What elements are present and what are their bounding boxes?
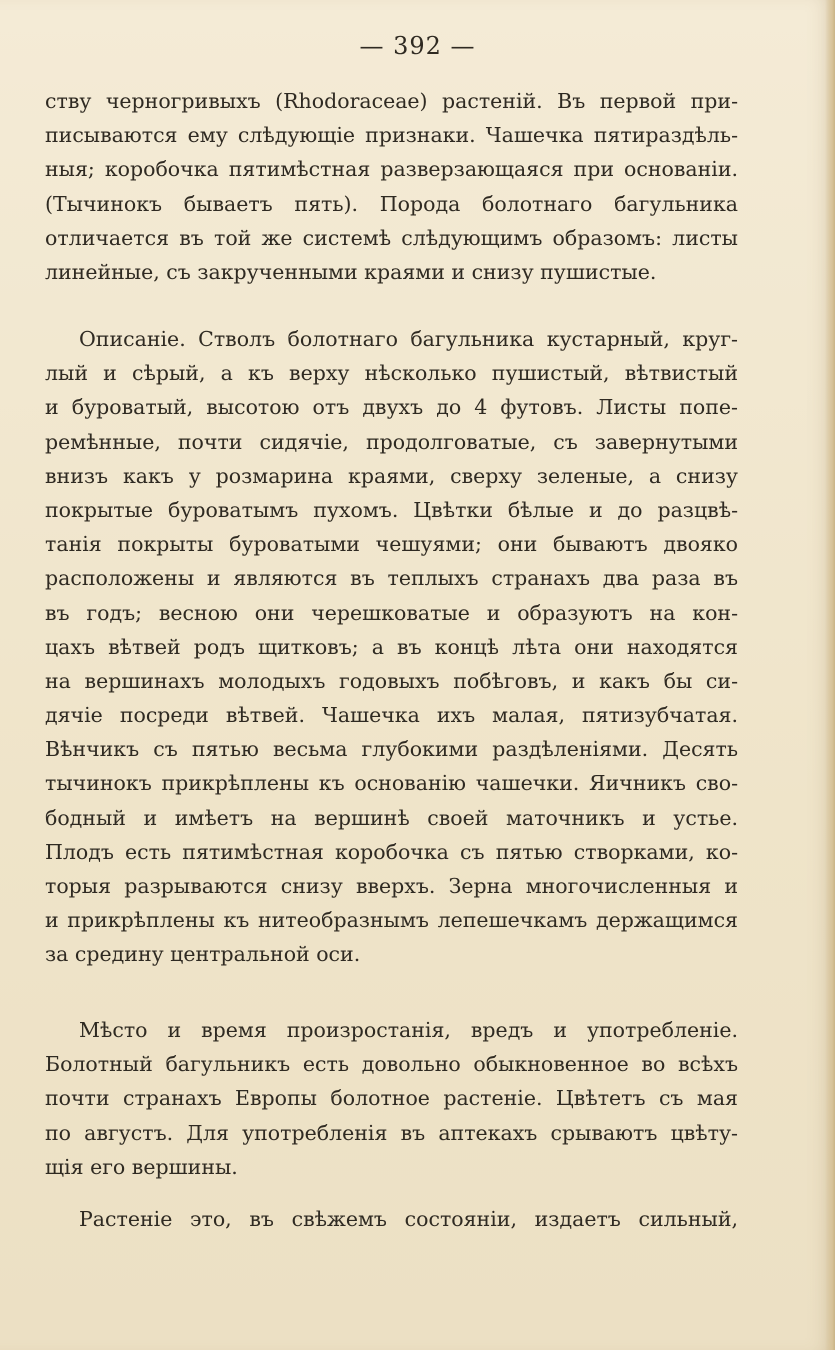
text-line: Болотный багульникъ есть довольно обыкновенное во всѣхъ: [45, 1052, 738, 1077]
text-line: ству черногривыхъ (Rhodoraceae) растеній. Въ первой при-: [45, 89, 738, 113]
text-line: ремѣнные, почти сидячіе, продолговатые, съ завернутыми: [45, 429, 738, 454]
page-edge-shadow: [825, 0, 835, 1350]
text-line: лый и сѣрый, а къ верху нѣсколько пушистый, вѣтвистый: [45, 361, 738, 386]
text-line: писываются ему слѣдующіе признаки. Чашечка пятираздѣль-: [45, 123, 738, 148]
text-line: внизъ какъ у розмарина краями, сверху зеленые, а снизу: [45, 463, 738, 488]
text-line: покрытые буроватымъ пухомъ. Цвѣтки бѣлые и до разцвѣ-: [45, 497, 738, 522]
paragraph-4: [45, 1202, 738, 1236]
text-line: линейные, съ закрученными краями и снизу пушистые.: [45, 259, 657, 284]
text-line: отличается въ той же системѣ слѣдующимъ образомъ: листы: [45, 225, 738, 250]
text-line: цахъ вѣтвей родъ щитковъ; а въ концѣ лѣта они находятся: [45, 634, 738, 659]
page-number: — 392 —: [359, 32, 476, 60]
text-line: за средину центральной оси.: [45, 942, 361, 967]
paragraph-3: [45, 1013, 738, 1184]
text-line: Мѣсто и время произростанія, вредъ и употребленіе.: [79, 1018, 738, 1042]
text-line: (Тычинокъ бываетъ пять). Порода болотнаго багульника: [45, 191, 738, 216]
text-line: ныя; коробочка пятимѣстная разверзающаяся при основаніи.: [45, 157, 738, 182]
text-line: танія покрыты буроватыми чешуями; они бываютъ двояко: [45, 532, 738, 557]
paragraph-1: [45, 84, 738, 289]
paragraph-2: [45, 322, 738, 972]
text-line: на вершинахъ молодыхъ годовыхъ побѣговъ, и какъ бы си-: [45, 668, 738, 693]
text-line: Плодъ есть пятимѣстная коробочка съ пятью створками, ко-: [45, 839, 738, 864]
text-line: Растеніе это, въ свѣжемъ состояніи, издаетъ сильный,: [79, 1207, 738, 1231]
text-line: бодный и имѣетъ на вершинѣ своей маточникъ и устье.: [45, 805, 738, 830]
text-line: щія его вершины.: [45, 1154, 238, 1179]
text-line: расположены и являются въ теплыхъ странахъ два раза въ: [45, 566, 738, 591]
text-line: почти странахъ Европы болотное растеніе. Цвѣтетъ съ мая: [45, 1086, 738, 1111]
text-line: и прикрѣплены къ нитеобразнымъ лепешечкамъ держащимся: [45, 908, 738, 933]
text-line: тычинокъ прикрѣплены къ основанію чашечки. Яичникъ сво-: [45, 771, 738, 796]
text-line: Вѣнчикъ съ пятью весьма глубокими раздѣленіями. Десять: [45, 737, 738, 762]
text-line: торыя разрываются снизу вверхъ. Зерна многочисленныя и: [45, 874, 738, 898]
text-line: и буроватый, высотою отъ двухъ до 4 футовъ. Листы попе-: [45, 395, 738, 420]
text-line: дячіе посреди вѣтвей. Чашечка ихъ малая, пятизубчатая.: [45, 703, 738, 728]
text-line: въ годъ; весною они черешковатые и образуютъ на кон-: [45, 600, 738, 625]
text-line: по августъ. Для употребленія въ аптекахъ срываютъ цвѣту-: [45, 1120, 738, 1145]
text-line: Описаніе. Стволъ болотнаго багульника кустарный, круг-: [79, 327, 738, 351]
